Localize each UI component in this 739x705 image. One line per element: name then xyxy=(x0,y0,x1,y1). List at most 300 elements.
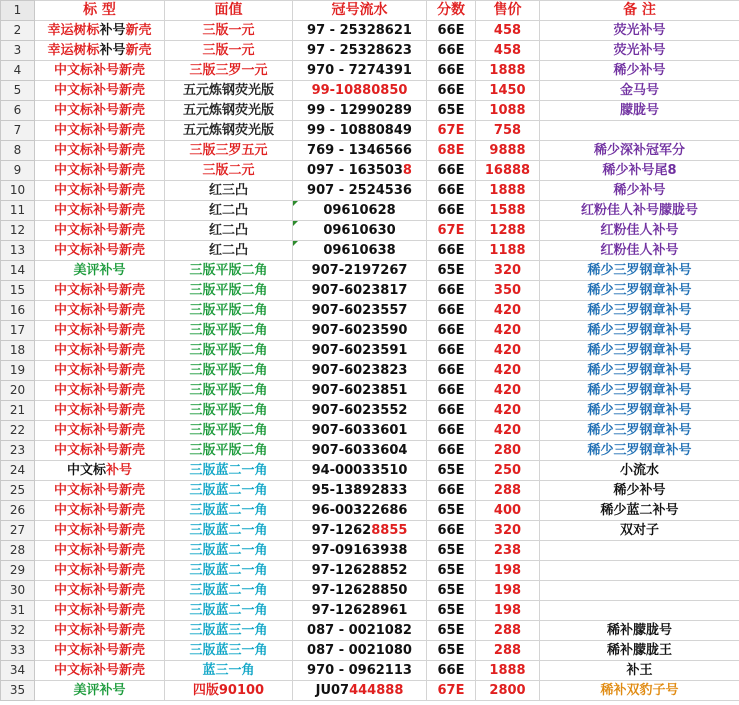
cell-score[interactable] xyxy=(427,381,476,401)
cell-score[interactable] xyxy=(427,121,476,141)
row-number[interactable]: 25 xyxy=(1,481,35,501)
cell-face[interactable] xyxy=(165,421,293,441)
row-number[interactable]: 20 xyxy=(1,381,35,401)
cell-note[interactable] xyxy=(540,681,739,701)
cell-face-text: 三版三罗一元 xyxy=(189,63,268,78)
cell-score[interactable] xyxy=(427,401,476,421)
cell-serial[interactable] xyxy=(293,41,427,61)
cell-score[interactable] xyxy=(427,221,476,241)
cell-note[interactable] xyxy=(540,121,739,141)
cell-score[interactable] xyxy=(427,681,476,701)
cell-score[interactable] xyxy=(427,561,476,581)
cell-score-text: 65E xyxy=(437,103,465,118)
cell-face[interactable] xyxy=(165,341,293,361)
cell-price[interactable]: 198 xyxy=(476,581,540,601)
cell-note-text: 朦胧号 xyxy=(619,103,659,118)
cell-note[interactable] xyxy=(540,221,739,241)
cell-serial[interactable] xyxy=(293,361,427,381)
cell-type[interactable] xyxy=(35,121,165,141)
cell-type[interactable] xyxy=(35,81,165,101)
cell-type-text: 中文标补号新壳 xyxy=(53,443,145,458)
cell-face[interactable] xyxy=(165,321,293,341)
cell-score[interactable] xyxy=(427,421,476,441)
cell-face[interactable] xyxy=(165,621,293,641)
row-number[interactable]: 21 xyxy=(1,401,35,421)
row-number[interactable]: 22 xyxy=(1,421,35,441)
cell-score-text: 67E xyxy=(437,683,465,698)
cell-score[interactable] xyxy=(427,441,476,461)
cell-serial[interactable] xyxy=(293,341,427,361)
cell-serial[interactable] xyxy=(293,101,427,121)
cell-note-text: 稀少三罗钢章补号 xyxy=(587,283,692,298)
cell-note[interactable] xyxy=(540,581,739,601)
cell-face[interactable] xyxy=(165,121,293,141)
cell-serial[interactable] xyxy=(293,501,427,521)
cell-note[interactable] xyxy=(540,661,739,681)
cell-serial-text: 99 - 10880849 xyxy=(307,123,412,138)
table-row xyxy=(1,141,739,161)
header-cell-note[interactable]: 备 注 xyxy=(540,1,739,21)
cell-price[interactable]: 1288 xyxy=(476,221,540,241)
cell-type-text: 中文标补号新壳 xyxy=(53,163,145,178)
cell-note[interactable] xyxy=(540,201,739,221)
cell-type[interactable] xyxy=(35,201,165,221)
cell-note[interactable] xyxy=(540,381,739,401)
cell-face[interactable] xyxy=(165,501,293,521)
cell-price[interactable]: 2800 xyxy=(476,681,540,701)
cell-face[interactable] xyxy=(165,561,293,581)
cell-price[interactable]: 1888 xyxy=(476,661,540,681)
cell-note[interactable] xyxy=(540,341,739,361)
cell-face[interactable] xyxy=(165,541,293,561)
cell-score[interactable] xyxy=(427,601,476,621)
cell-type[interactable] xyxy=(35,101,165,121)
cell-serial[interactable] xyxy=(293,461,427,481)
cell-price[interactable]: 320 xyxy=(476,521,540,541)
cell-score[interactable] xyxy=(427,341,476,361)
cell-serial[interactable] xyxy=(293,141,427,161)
cell-type-text: 中文标补号新壳 xyxy=(53,383,145,398)
cell-score[interactable] xyxy=(427,41,476,61)
cell-score[interactable] xyxy=(427,641,476,661)
cell-type[interactable] xyxy=(35,481,165,501)
cell-serial-text: 907-6023591 xyxy=(311,343,408,358)
cell-type[interactable] xyxy=(35,261,165,281)
cell-type[interactable] xyxy=(35,61,165,81)
cell-note-text: 稀少三罗钢章补号 xyxy=(587,323,692,338)
cell-serial[interactable] xyxy=(293,581,427,601)
row-number[interactable]: 23 xyxy=(1,441,35,461)
cell-type-text: 补号 xyxy=(106,463,133,478)
cell-face-text: 三版平版二角 xyxy=(189,343,268,358)
cell-score[interactable] xyxy=(427,241,476,261)
cell-price[interactable]: 458 xyxy=(476,41,540,61)
table-row xyxy=(1,241,739,261)
table-row xyxy=(1,581,739,601)
cell-score[interactable] xyxy=(427,361,476,381)
cell-type[interactable] xyxy=(35,541,165,561)
cell-note[interactable] xyxy=(540,541,739,561)
table-row xyxy=(1,301,739,321)
cell-serial[interactable] xyxy=(293,441,427,461)
cell-face[interactable] xyxy=(165,241,293,261)
cell-face[interactable] xyxy=(165,661,293,681)
cell-price[interactable]: 420 xyxy=(476,361,540,381)
cell-price[interactable]: 288 xyxy=(476,641,540,661)
table-row xyxy=(1,161,739,181)
cell-serial-text: 97-12628961 xyxy=(311,603,408,618)
cell-score[interactable] xyxy=(427,141,476,161)
cell-note[interactable] xyxy=(540,101,739,121)
cell-serial[interactable] xyxy=(293,221,427,241)
cell-type[interactable] xyxy=(35,141,165,161)
cell-note[interactable] xyxy=(540,161,739,181)
cell-score[interactable] xyxy=(427,101,476,121)
cell-type[interactable] xyxy=(35,521,165,541)
row-number[interactable]: 12 xyxy=(1,221,35,241)
cell-score[interactable] xyxy=(427,541,476,561)
cell-face[interactable] xyxy=(165,681,293,701)
row-number[interactable]: 16 xyxy=(1,301,35,321)
row-number[interactable]: 28 xyxy=(1,541,35,561)
cell-serial[interactable] xyxy=(293,661,427,681)
cell-note[interactable] xyxy=(540,301,739,321)
cell-score-text: 66E xyxy=(437,423,465,438)
table-row xyxy=(1,381,739,401)
cell-serial[interactable] xyxy=(293,641,427,661)
cell-face[interactable] xyxy=(165,601,293,621)
cell-note[interactable] xyxy=(540,361,739,381)
cell-price[interactable]: 16888 xyxy=(476,161,540,181)
cell-score[interactable] xyxy=(427,301,476,321)
row-number[interactable]: 18 xyxy=(1,341,35,361)
cell-face[interactable] xyxy=(165,641,293,661)
cell-price[interactable]: 420 xyxy=(476,421,540,441)
cell-serial[interactable] xyxy=(293,241,427,261)
cell-face-text: 红二凸 xyxy=(208,243,248,258)
header-cell-face[interactable]: 面值 xyxy=(165,1,293,21)
cell-face[interactable] xyxy=(165,201,293,221)
cell-face[interactable] xyxy=(165,301,293,321)
row-number[interactable]: 31 xyxy=(1,601,35,621)
row-number[interactable]: 7 xyxy=(1,121,35,141)
cell-price[interactable]: 420 xyxy=(476,321,540,341)
cell-price[interactable]: 1088 xyxy=(476,101,540,121)
cell-serial-text: 99-10880850 xyxy=(311,83,408,98)
cell-score[interactable] xyxy=(427,661,476,681)
cell-type[interactable] xyxy=(35,601,165,621)
cell-face[interactable] xyxy=(165,381,293,401)
cell-face[interactable] xyxy=(165,161,293,181)
cell-type[interactable] xyxy=(35,401,165,421)
cell-type[interactable] xyxy=(35,561,165,581)
cell-type-text: 中文标 xyxy=(66,463,106,478)
cell-face[interactable] xyxy=(165,181,293,201)
header-cell-type[interactable]: 标 型 xyxy=(35,1,165,21)
row-number[interactable]: 9 xyxy=(1,161,35,181)
cell-type-text: 美评补号 xyxy=(73,683,126,698)
cell-face[interactable] xyxy=(165,581,293,601)
row-number[interactable]: 10 xyxy=(1,181,35,201)
cell-type[interactable] xyxy=(35,581,165,601)
cell-note[interactable] xyxy=(540,41,739,61)
cell-serial[interactable] xyxy=(293,261,427,281)
cell-score[interactable] xyxy=(427,81,476,101)
cell-price[interactable]: 238 xyxy=(476,541,540,561)
cell-note[interactable] xyxy=(540,461,739,481)
cell-score-text: 65E xyxy=(437,463,465,478)
cell-note[interactable] xyxy=(540,501,739,521)
cell-price[interactable]: 1888 xyxy=(476,181,540,201)
cell-price[interactable]: 288 xyxy=(476,481,540,501)
cell-type[interactable] xyxy=(35,661,165,681)
cell-score[interactable] xyxy=(427,621,476,641)
cell-price[interactable]: 288 xyxy=(476,621,540,641)
cell-face-text: 三版平版二角 xyxy=(189,443,268,458)
cell-score[interactable] xyxy=(427,181,476,201)
cell-type[interactable] xyxy=(35,341,165,361)
cell-type[interactable] xyxy=(35,361,165,381)
cell-note[interactable] xyxy=(540,621,739,641)
cell-note[interactable] xyxy=(540,481,739,501)
cell-type[interactable] xyxy=(35,41,165,61)
cell-serial[interactable] xyxy=(293,121,427,141)
header-cell-price[interactable]: 售价 xyxy=(476,1,540,21)
row-number[interactable]: 34 xyxy=(1,661,35,681)
cell-price[interactable]: 9888 xyxy=(476,141,540,161)
cell-type[interactable] xyxy=(35,321,165,341)
row-number[interactable]: 35 xyxy=(1,681,35,701)
cell-score[interactable] xyxy=(427,161,476,181)
cell-note[interactable] xyxy=(540,421,739,441)
cell-price[interactable]: 250 xyxy=(476,461,540,481)
cell-type[interactable] xyxy=(35,241,165,261)
cell-price[interactable]: 1450 xyxy=(476,81,540,101)
cell-note[interactable] xyxy=(540,321,739,341)
cell-type[interactable] xyxy=(35,461,165,481)
table-row xyxy=(1,41,739,61)
cell-type[interactable] xyxy=(35,21,165,41)
cell-price[interactable]: 420 xyxy=(476,401,540,421)
row-number[interactable]: 3 xyxy=(1,41,35,61)
cell-score[interactable] xyxy=(427,501,476,521)
cell-serial[interactable] xyxy=(293,61,427,81)
cell-score[interactable] xyxy=(427,481,476,501)
row-number[interactable]: 15 xyxy=(1,281,35,301)
cell-serial[interactable] xyxy=(293,21,427,41)
cell-score[interactable] xyxy=(427,61,476,81)
cell-face[interactable] xyxy=(165,261,293,281)
cell-serial-text: 97-12628850 xyxy=(311,583,408,598)
cell-note-text: 稀少三罗钢章补号 xyxy=(587,403,692,418)
cell-note[interactable] xyxy=(540,281,739,301)
cell-score[interactable] xyxy=(427,201,476,221)
cell-type[interactable] xyxy=(35,161,165,181)
row-number[interactable]: 33 xyxy=(1,641,35,661)
cell-score[interactable] xyxy=(427,461,476,481)
cell-price[interactable]: 400 xyxy=(476,501,540,521)
cell-score[interactable] xyxy=(427,321,476,341)
row-number[interactable]: 11 xyxy=(1,201,35,221)
cell-face[interactable] xyxy=(165,461,293,481)
cell-serial[interactable] xyxy=(293,521,427,541)
cell-serial[interactable] xyxy=(293,421,427,441)
cell-type[interactable] xyxy=(35,621,165,641)
cell-note[interactable] xyxy=(540,401,739,421)
row-number[interactable]: 29 xyxy=(1,561,35,581)
cell-note[interactable] xyxy=(540,81,739,101)
cell-note[interactable] xyxy=(540,241,739,261)
cell-face[interactable] xyxy=(165,281,293,301)
cell-price[interactable]: 320 xyxy=(476,261,540,281)
cell-serial[interactable] xyxy=(293,201,427,221)
cell-face-text: 蓝三一角 xyxy=(202,663,255,678)
cell-face-text: 三版蓝二一角 xyxy=(189,563,268,578)
cell-price[interactable]: 758 xyxy=(476,121,540,141)
cell-serial[interactable] xyxy=(293,541,427,561)
row-number[interactable]: 8 xyxy=(1,141,35,161)
cell-note-text: 稀少三罗钢章补号 xyxy=(587,343,692,358)
cell-note[interactable] xyxy=(540,141,739,161)
row-number[interactable]: 32 xyxy=(1,621,35,641)
cell-note[interactable] xyxy=(540,641,739,661)
cell-score[interactable] xyxy=(427,21,476,41)
cell-score-text: 66E xyxy=(437,63,465,78)
cell-face-text: 三版平版二角 xyxy=(189,303,268,318)
cell-type-text: 中文标补号新壳 xyxy=(53,543,145,558)
cell-type-text: 中文标补号新壳 xyxy=(53,663,145,678)
cell-serial[interactable] xyxy=(293,481,427,501)
row-number[interactable]: 6 xyxy=(1,101,35,121)
cell-face[interactable] xyxy=(165,221,293,241)
table-row xyxy=(1,101,739,121)
cell-serial[interactable] xyxy=(293,381,427,401)
cell-type-text: 中文标补号新壳 xyxy=(53,243,145,258)
cell-score-text: 66E xyxy=(437,383,465,398)
cell-face[interactable] xyxy=(165,521,293,541)
cell-face-text: 三版二元 xyxy=(202,163,255,178)
cell-serial[interactable] xyxy=(293,81,427,101)
row-number[interactable]: 27 xyxy=(1,521,35,541)
cell-face[interactable] xyxy=(165,81,293,101)
cell-score-text: 66E xyxy=(437,523,465,538)
cell-serial-text: 94-00033510 xyxy=(311,463,408,478)
cell-face-text: 三版平版二角 xyxy=(189,283,268,298)
header-cell-score[interactable]: 分数 xyxy=(427,1,476,21)
row-number[interactable]: 26 xyxy=(1,501,35,521)
cell-face[interactable] xyxy=(165,101,293,121)
cell-serial[interactable] xyxy=(293,681,427,701)
cell-score[interactable] xyxy=(427,281,476,301)
cell-serial[interactable] xyxy=(293,181,427,201)
cell-price[interactable]: 420 xyxy=(476,301,540,321)
cell-score-text: 65E xyxy=(437,623,465,638)
cell-price[interactable]: 420 xyxy=(476,381,540,401)
row-number[interactable]: 24 xyxy=(1,461,35,481)
row-number[interactable]: 1 xyxy=(1,1,35,21)
cell-type[interactable] xyxy=(35,181,165,201)
cell-score[interactable] xyxy=(427,581,476,601)
cell-face[interactable] xyxy=(165,481,293,501)
cell-note[interactable] xyxy=(540,521,739,541)
cell-serial[interactable] xyxy=(293,401,427,421)
cell-note-text: 红粉佳人补号 xyxy=(600,223,679,238)
cell-face[interactable] xyxy=(165,441,293,461)
row-number[interactable]: 19 xyxy=(1,361,35,381)
cell-note[interactable] xyxy=(540,561,739,581)
cell-serial[interactable] xyxy=(293,301,427,321)
cell-serial[interactable] xyxy=(293,621,427,641)
cell-face[interactable] xyxy=(165,361,293,381)
cell-price[interactable]: 198 xyxy=(476,601,540,621)
cell-serial[interactable] xyxy=(293,561,427,581)
row-number[interactable]: 4 xyxy=(1,61,35,81)
table-row xyxy=(1,481,739,501)
cell-type[interactable] xyxy=(35,501,165,521)
cell-price[interactable]: 198 xyxy=(476,561,540,581)
table-row xyxy=(1,681,739,701)
cell-type[interactable] xyxy=(35,421,165,441)
cell-price[interactable]: 350 xyxy=(476,281,540,301)
cell-type[interactable] xyxy=(35,441,165,461)
cell-type[interactable] xyxy=(35,681,165,701)
cell-price[interactable]: 1888 xyxy=(476,61,540,81)
cell-face[interactable] xyxy=(165,41,293,61)
cell-type[interactable] xyxy=(35,281,165,301)
cell-type[interactable] xyxy=(35,641,165,661)
cell-face[interactable] xyxy=(165,61,293,81)
cell-face[interactable] xyxy=(165,141,293,161)
cell-price[interactable]: 280 xyxy=(476,441,540,461)
table-row xyxy=(1,601,739,621)
header-cell-serial[interactable]: 冠号流水 xyxy=(293,1,427,21)
cell-note[interactable] xyxy=(540,441,739,461)
cell-serial-text: 09610628 xyxy=(323,203,396,218)
row-number[interactable]: 17 xyxy=(1,321,35,341)
row-number[interactable]: 30 xyxy=(1,581,35,601)
cell-price[interactable]: 458 xyxy=(476,21,540,41)
cell-price[interactable]: 1188 xyxy=(476,241,540,261)
cell-type-text: 新壳 xyxy=(125,43,152,58)
cell-face[interactable] xyxy=(165,401,293,421)
cell-serial[interactable] xyxy=(293,601,427,621)
header-row xyxy=(1,1,739,21)
cell-note[interactable] xyxy=(540,181,739,201)
cell-price[interactable]: 420 xyxy=(476,341,540,361)
cell-note[interactable] xyxy=(540,61,739,81)
cell-face[interactable] xyxy=(165,21,293,41)
cell-note[interactable] xyxy=(540,601,739,621)
cell-serial-text: 907-6033601 xyxy=(311,423,408,438)
cell-type[interactable] xyxy=(35,301,165,321)
cell-serial[interactable] xyxy=(293,321,427,341)
cell-face-text: 三版蓝二一角 xyxy=(189,523,268,538)
cell-serial-text: 95-13892833 xyxy=(311,483,408,498)
row-number[interactable]: 13 xyxy=(1,241,35,261)
cell-type[interactable] xyxy=(35,381,165,401)
row-number[interactable]: 2 xyxy=(1,21,35,41)
row-number[interactable]: 14 xyxy=(1,261,35,281)
cell-score[interactable] xyxy=(427,261,476,281)
row-number[interactable]: 5 xyxy=(1,81,35,101)
cell-note[interactable] xyxy=(540,21,739,41)
cell-note[interactable] xyxy=(540,261,739,281)
cell-score[interactable] xyxy=(427,521,476,541)
cell-type[interactable] xyxy=(35,221,165,241)
cell-price[interactable]: 1588 xyxy=(476,201,540,221)
cell-serial[interactable] xyxy=(293,281,427,301)
cell-serial[interactable] xyxy=(293,161,427,181)
